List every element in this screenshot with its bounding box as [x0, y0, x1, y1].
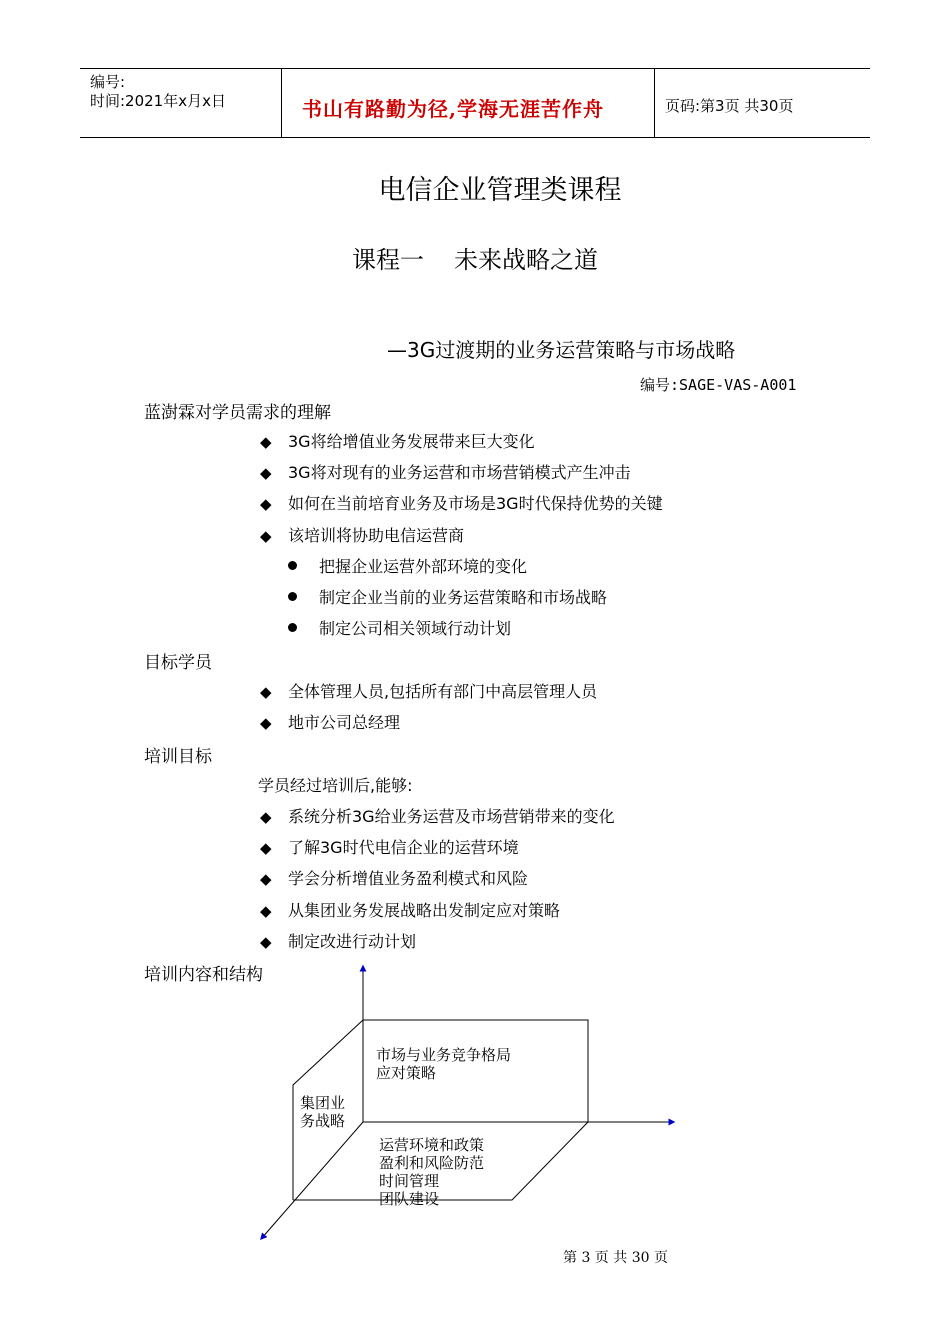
list-item: ◆ 该培训将协助电信运营商	[260, 526, 465, 545]
diamond-bullet-icon: ◆	[260, 714, 272, 732]
section-heading-understanding: 蓝澍霖对学员需求的理解	[144, 403, 331, 423]
list-item: ◆ 从集团业务发展战略出发制定应对策略	[260, 901, 561, 920]
section-heading-content: 培训内容和结构	[144, 965, 263, 985]
diagram-bottom-panel-text: 运营环境和政策 盈利和风险防范 时间管理 团队建设	[379, 1136, 485, 1208]
course-code: 编号:SAGE-VAS-A001	[640, 376, 797, 394]
list-item: ◆ 3G将给增值业务发展带来巨大变化	[260, 432, 535, 451]
diamond-bullet-icon: ◆	[260, 870, 272, 888]
sub-list-item: 制定企业当前的业务运营策略和市场战略	[288, 585, 607, 608]
list-item: ◆ 系统分析3G给业务运营及市场营销带来的变化	[260, 807, 615, 826]
date-label: 时间:2021年x月x日	[90, 92, 226, 110]
page-footer: 第 3 页 共 30 页	[563, 1250, 668, 1266]
section-heading-goals: 培训目标	[144, 747, 212, 767]
document-title: 电信企业管理类课程	[378, 175, 622, 206]
goals-intro: 学员经过培训后,能够:	[258, 776, 413, 795]
header-page-label: 页码:第3页 共30页	[665, 97, 794, 115]
diamond-bullet-icon: ◆	[260, 683, 272, 701]
list-item: ◆ 全体管理人员,包括所有部门中高层管理人员	[260, 682, 598, 701]
diagram-left-panel-text: 集团业 务战略	[300, 1094, 346, 1130]
diamond-bullet-icon: ◆	[260, 495, 272, 513]
depth-axis-arrow	[261, 1122, 363, 1239]
diamond-bullet-icon: ◆	[260, 839, 272, 857]
sub-list-item: 把握企业运营外部环境的变化	[288, 554, 527, 577]
list-item: ◆ 了解3G时代电信企业的运营环境	[260, 838, 519, 857]
list-item: ◆ 学会分析增值业务盈利模式和风险	[260, 869, 529, 888]
diagram-top-panel-text: 市场与业务竞争格局 应对策略	[376, 1046, 512, 1082]
diamond-bullet-icon: ◆	[260, 808, 272, 826]
diamond-bullet-icon: ◆	[260, 433, 272, 451]
course-number: 课程一	[352, 246, 424, 274]
list-item: ◆ 制定改进行动计划	[260, 932, 417, 951]
list-item: ◆ 地市公司总经理	[260, 713, 401, 732]
diamond-bullet-icon: ◆	[260, 464, 272, 482]
course-subtitle: —3G过渡期的业务运营策略与市场战略	[387, 338, 736, 362]
course-name: 未来战略之道	[454, 246, 598, 274]
list-item: ◆ 3G将对现有的业务运营和市场营销模式产生冲击	[260, 463, 631, 482]
list-item: ◆ 如何在当前培育业务及市场是3G时代保持优势的关键	[260, 494, 663, 513]
header-motto: 书山有路勤为径,学海无涯苦作舟	[302, 97, 604, 121]
diamond-bullet-icon: ◆	[260, 527, 272, 545]
sub-list-item: 制定公司相关领域行动计划	[288, 616, 511, 639]
number-label: 编号:	[90, 73, 126, 91]
diamond-bullet-icon: ◆	[260, 933, 272, 951]
section-heading-audience: 目标学员	[144, 653, 212, 673]
diamond-bullet-icon: ◆	[260, 902, 272, 920]
